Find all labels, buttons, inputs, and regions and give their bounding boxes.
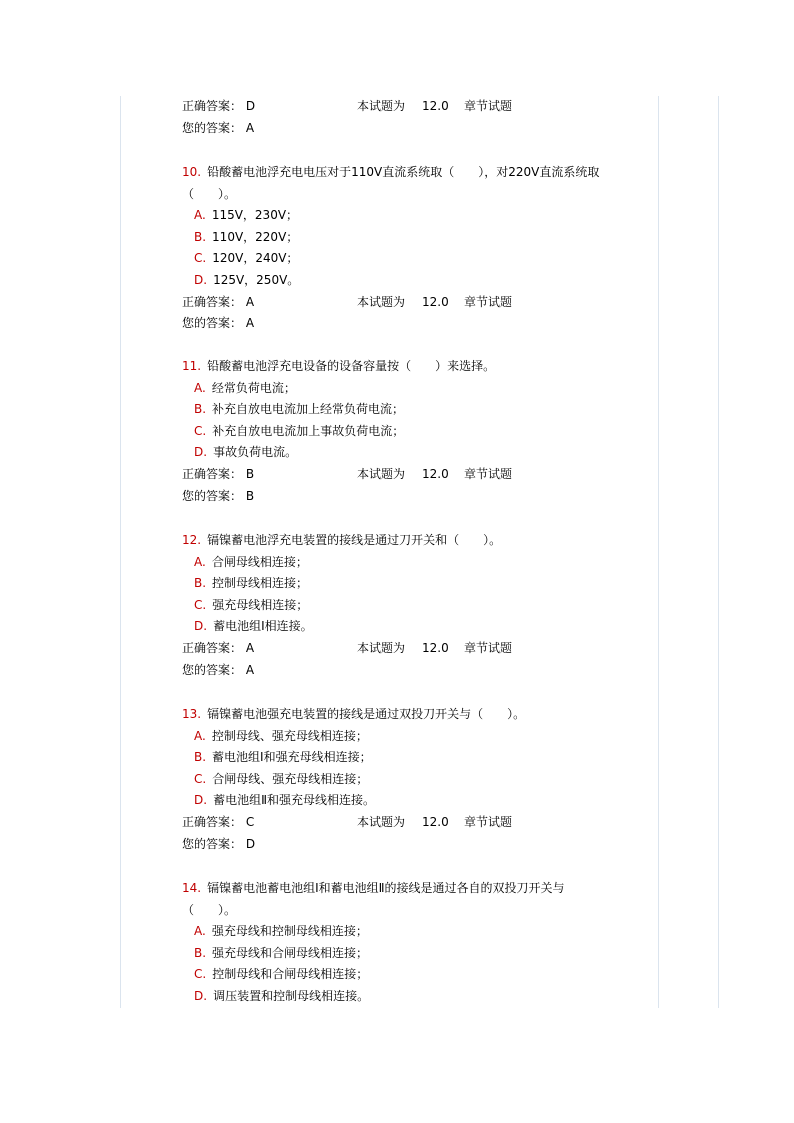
score-value: 12.0 bbox=[422, 466, 449, 481]
question-number: 10. bbox=[182, 165, 202, 179]
option-letter: D. bbox=[194, 619, 208, 634]
option-letter: A. bbox=[194, 924, 206, 939]
option-d[interactable] bbox=[182, 790, 652, 812]
question-number: 11. bbox=[182, 359, 202, 373]
option-letter: B. bbox=[194, 402, 207, 417]
your-answer-value: A bbox=[245, 316, 255, 331]
chapter-suffix: 章节试题 bbox=[464, 99, 513, 113]
correct-answer-row bbox=[182, 464, 652, 486]
option-b[interactable] bbox=[182, 573, 652, 595]
correct-answer-row bbox=[182, 292, 652, 314]
option-a[interactable] bbox=[182, 378, 652, 400]
your-answer-row bbox=[182, 486, 652, 508]
your-answer-value: A bbox=[245, 662, 255, 677]
option-text: 强充母线相连接； bbox=[212, 597, 309, 612]
correct-answer-label: 正确答案： bbox=[182, 99, 243, 113]
option-text: 补充自放电电流加上经常负荷电流； bbox=[212, 402, 405, 417]
test-prefix: 本试题为 bbox=[357, 99, 406, 113]
your-answer-row bbox=[182, 660, 652, 682]
question-text: 铅酸蓄电池浮充电电压对于110V直流系统取（ ），对220V直流系统取 bbox=[207, 165, 600, 179]
option-text: 补充自放电电流加上事故负荷电流； bbox=[212, 423, 405, 438]
option-c[interactable] bbox=[182, 421, 652, 443]
correct-answer-label: 正确答案： bbox=[182, 294, 243, 309]
option-text: 115V，230V； bbox=[211, 208, 299, 223]
question-text: 铅酸蓄电池浮充电设备的设备容量按（ ）来选择。 bbox=[207, 359, 496, 373]
your-answer-row bbox=[182, 118, 652, 140]
correct-answer-row bbox=[182, 638, 652, 660]
test-prefix: 本试题为 bbox=[357, 466, 406, 481]
option-text: 控制母线和合闸母线相连接； bbox=[212, 967, 369, 982]
left-border-line bbox=[120, 96, 121, 1008]
option-letter: D. bbox=[194, 272, 208, 287]
option-letter: C. bbox=[194, 597, 207, 612]
question-11 bbox=[182, 356, 652, 507]
question-text: 镉镍蓄电池强充电装置的接线是通过双投刀开关与（ ）。 bbox=[207, 707, 526, 721]
your-answer-row bbox=[182, 834, 652, 856]
test-prefix: 本试题为 bbox=[357, 640, 406, 655]
correct-answer-label: 正确答案： bbox=[182, 640, 243, 655]
outer-right-border-line bbox=[718, 96, 719, 1008]
option-a[interactable] bbox=[182, 205, 652, 227]
correct-answer-value: A bbox=[245, 294, 255, 309]
option-c[interactable] bbox=[182, 595, 652, 617]
chapter-suffix: 章节试题 bbox=[464, 294, 513, 309]
your-answer-label: 您的答案： bbox=[182, 316, 243, 331]
your-answer-label: 您的答案： bbox=[182, 662, 243, 677]
option-d[interactable] bbox=[182, 986, 652, 1008]
your-answer-label: 您的答案： bbox=[182, 120, 243, 135]
option-text: 控制母线相连接； bbox=[212, 576, 309, 591]
correct-answer-row bbox=[182, 96, 652, 118]
question-text: 镉镍蓄电池浮充电装置的接线是通过刀开关和（ ）。 bbox=[207, 533, 502, 547]
your-answer-row bbox=[182, 313, 652, 335]
question-text: 镉镍蓄电池蓄电池组Ⅰ和蓄电池组Ⅱ的接线是通过各自的双投刀开关与 bbox=[207, 881, 565, 895]
option-text: 125V，250V。 bbox=[213, 272, 300, 287]
option-letter: D. bbox=[194, 793, 208, 808]
option-letter: B. bbox=[194, 750, 207, 765]
your-answer-label: 您的答案： bbox=[182, 836, 243, 851]
option-letter: C. bbox=[194, 771, 207, 786]
option-text: 120V，240V； bbox=[212, 251, 299, 266]
correct-answer-value: B bbox=[245, 466, 255, 481]
question-10 bbox=[182, 162, 652, 335]
option-text: 强充母线和合闸母线相连接； bbox=[212, 945, 369, 960]
option-letter: C. bbox=[194, 251, 207, 266]
question-12 bbox=[182, 530, 652, 681]
option-d[interactable] bbox=[182, 270, 652, 292]
option-letter: C. bbox=[194, 423, 207, 438]
option-a[interactable] bbox=[182, 921, 652, 943]
option-text: 控制母线、强充母线相连接； bbox=[211, 728, 368, 743]
question-title bbox=[182, 704, 652, 726]
option-c[interactable] bbox=[182, 769, 652, 791]
question-title bbox=[182, 356, 652, 378]
correct-answer-value: A bbox=[245, 640, 255, 655]
score-value: 12.0 bbox=[422, 294, 449, 309]
content-right-border-line bbox=[658, 96, 659, 1008]
question-text-continued: （ ）。 bbox=[182, 186, 237, 201]
question-title bbox=[182, 162, 652, 205]
question-title bbox=[182, 530, 652, 552]
option-letter: A. bbox=[194, 208, 206, 223]
question-13 bbox=[182, 704, 652, 855]
your-answer-label: 您的答案： bbox=[182, 488, 243, 503]
test-prefix: 本试题为 bbox=[357, 294, 406, 309]
score-value: 12.0 bbox=[422, 814, 449, 829]
score-value: 12.0 bbox=[422, 640, 449, 655]
option-c[interactable] bbox=[182, 248, 652, 270]
question-text-continued: （ ）。 bbox=[182, 902, 237, 917]
option-d[interactable] bbox=[182, 616, 652, 638]
question-number: 14. bbox=[182, 881, 202, 895]
question-title bbox=[182, 878, 652, 921]
option-d[interactable] bbox=[182, 442, 652, 464]
option-b[interactable] bbox=[182, 227, 652, 249]
option-text: 事故负荷电流。 bbox=[213, 445, 298, 460]
test-prefix: 本试题为 bbox=[357, 814, 406, 829]
option-text: 蓄电池组Ⅰ和强充母线相连接； bbox=[212, 750, 372, 765]
chapter-suffix: 章节试题 bbox=[464, 814, 513, 829]
option-letter: D. bbox=[194, 988, 208, 1003]
option-letter: D. bbox=[194, 445, 208, 460]
option-letter: A. bbox=[194, 554, 206, 569]
option-a[interactable] bbox=[182, 552, 652, 574]
option-text: 强充母线和控制母线相连接； bbox=[211, 924, 368, 939]
option-letter: C. bbox=[194, 967, 207, 982]
question-14 bbox=[182, 878, 652, 1008]
option-text: 110V，220V； bbox=[212, 229, 299, 244]
option-b[interactable] bbox=[182, 747, 652, 769]
option-text: 调压装置和控制母线相连接。 bbox=[213, 988, 370, 1003]
option-letter: A. bbox=[194, 380, 206, 395]
your-answer-value: D bbox=[245, 836, 256, 851]
your-answer-value: B bbox=[245, 488, 255, 503]
chapter-suffix: 章节试题 bbox=[464, 640, 513, 655]
option-text: 经常负荷电流； bbox=[211, 380, 296, 395]
correct-answer-label: 正确答案： bbox=[182, 814, 243, 829]
option-text: 合闸母线、强充母线相连接； bbox=[212, 771, 369, 786]
option-c[interactable] bbox=[182, 964, 652, 986]
chapter-suffix: 章节试题 bbox=[464, 466, 513, 481]
option-text: 蓄电池组Ⅰ相连接。 bbox=[213, 619, 313, 634]
option-letter: B. bbox=[194, 945, 207, 960]
option-letter: B. bbox=[194, 576, 207, 591]
question-number: 13. bbox=[182, 707, 202, 721]
option-letter: A. bbox=[194, 728, 206, 743]
previous-question-answer-block bbox=[182, 96, 652, 139]
option-text: 蓄电池组Ⅱ和强充母线相连接。 bbox=[213, 793, 375, 808]
option-a[interactable] bbox=[182, 726, 652, 748]
correct-answer-value: D bbox=[245, 99, 256, 113]
correct-answer-row bbox=[182, 812, 652, 834]
correct-answer-label: 正确答案： bbox=[182, 466, 243, 481]
score-value: 12.0 bbox=[422, 99, 449, 113]
your-answer-value: A bbox=[245, 120, 255, 135]
option-b[interactable] bbox=[182, 399, 652, 421]
correct-answer-value: C bbox=[245, 814, 255, 829]
option-b[interactable] bbox=[182, 943, 652, 965]
option-letter: B. bbox=[194, 229, 207, 244]
question-number: 12. bbox=[182, 533, 202, 547]
option-text: 合闸母线相连接； bbox=[211, 554, 308, 569]
